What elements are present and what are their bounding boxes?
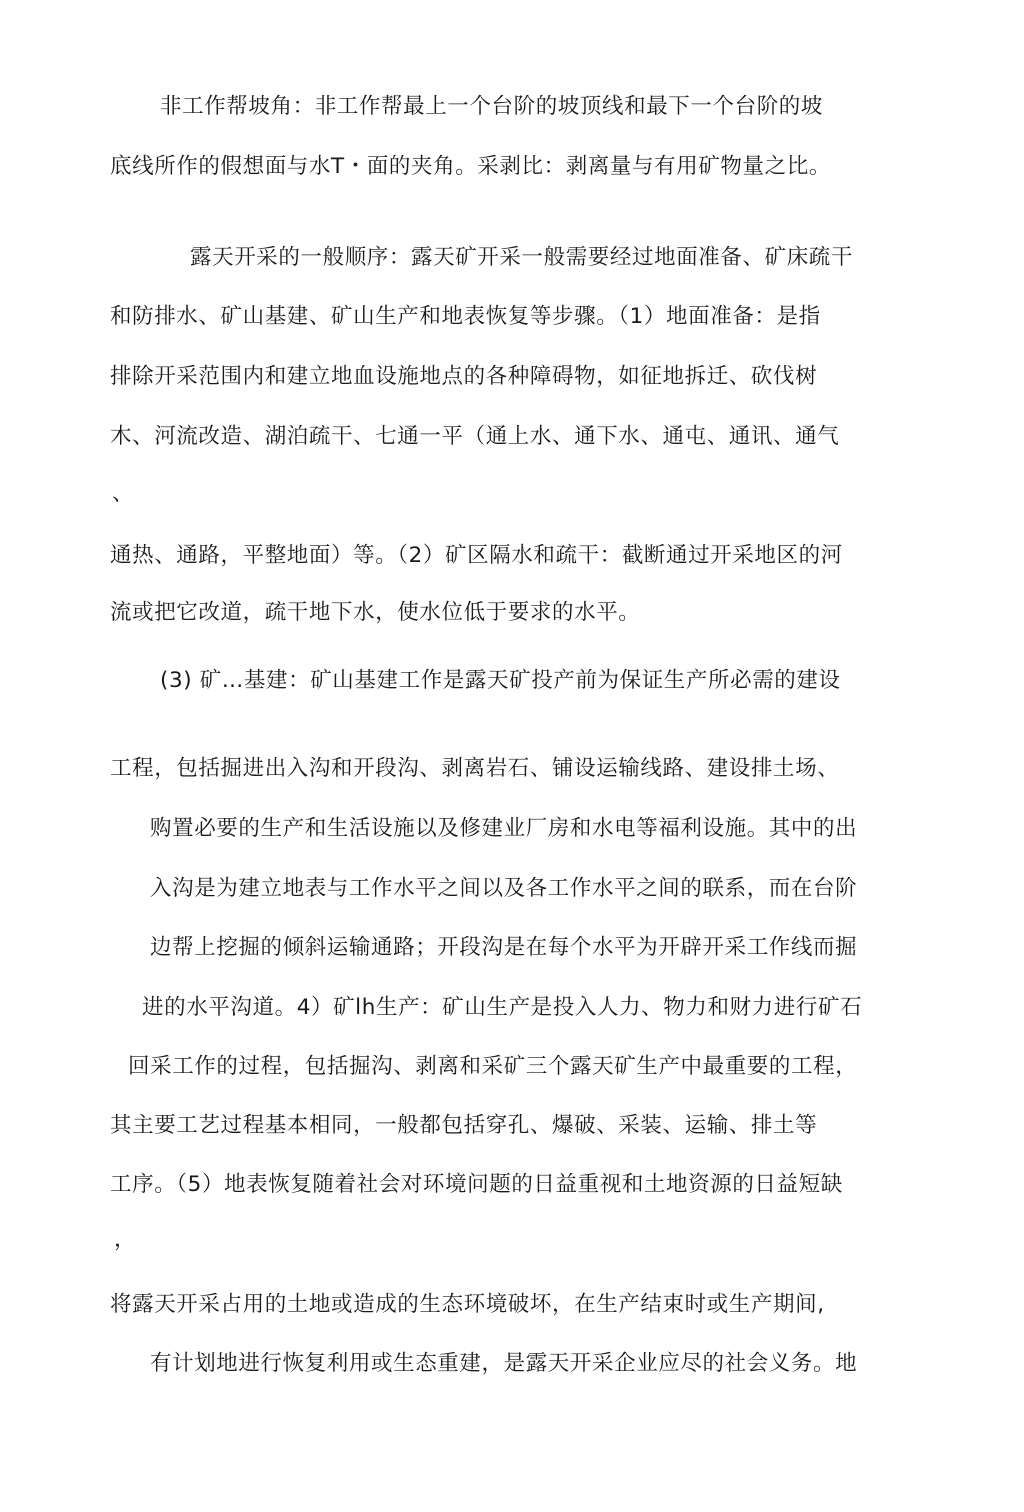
text-line-20: 将露天开采占用的土地或造成的生态环境破坏，在生产结束时或生产期间, [110,1292,825,1317]
text-line-21: 有计划地进行恢复利用或生态重建，是露天开采企业应尽的社会义务。地 [150,1351,858,1376]
text-line-11: 工程，包括掘进出入沟和开段沟、剥离岩石、铺设运输线路、建设排土场、 [110,756,840,781]
text-line-2: 底线所作的假想面与水T・面的夹角。采剥比：剥离量与有用矿物量之比。 [110,154,831,179]
text-line-5: 排除开采范围内和建立地血设施地点的各种障碍物，如征地拆迁、砍伐树 [110,364,818,389]
text-line-16: 回采工作的过程，包括掘沟、剥离和采矿三个露天矿生产中最重要的工程， [128,1054,858,1079]
text-line-1: 非工作帮坡角：非工作帮最上一个台阶的坡顶线和最下一个台阶的坡 [160,94,824,119]
text-line-4: 和防排水、矿山基建、矿山生产和地表恢复等步骤。（1）地面准备：是指 [110,304,821,329]
text-line-14: 边帮上挖掘的倾斜运输通路；开段沟是在每个水平为开辟开采工作线而掘 [150,935,858,960]
text-line-9: 流或把它改道，疏干地下水，使水位低于要求的水平。 [110,600,641,625]
text-line-6: 木、河流改造、湖泊疏干、七通一平（通上水、通下水、通屯、通讯、通气 [110,424,840,449]
text-line-3: 露天开采的一般顺序：露天矿开采一般需要经过地面准备、矿床疏干 [190,245,854,270]
text-line-7: 、 [112,481,135,506]
text-line-17: 其主要工艺过程基本相同，一般都包括穿孔、爆破、采装、运输、排土等 [110,1113,818,1138]
text-line-19: ， [114,1227,137,1252]
text-line-12: 购置必要的生产和生活设施以及修建业厂房和水电等福利设施。其中的出 [150,816,858,841]
text-line-15: 进的水平沟道。4）矿lh生产：矿山生产是投入人力、物力和财力进行矿石 [142,995,863,1020]
text-line-10: (3) 矿…基建：矿山基建工作是露天矿投产前为保证生产所必需的建设 [160,668,841,693]
text-line-13: 入沟是为建立地表与工作水平之间以及各工作水平之间的联系，而在台阶 [150,876,858,901]
text-line-8: 通热、通路，平整地面）等。（2）矿区隔水和疏干：截断通过开采地区的河 [110,543,843,568]
text-line-18: 工序。（5）地表恢复随着社会对环境问题的日益重视和土地资源的日益短缺 [110,1172,843,1197]
